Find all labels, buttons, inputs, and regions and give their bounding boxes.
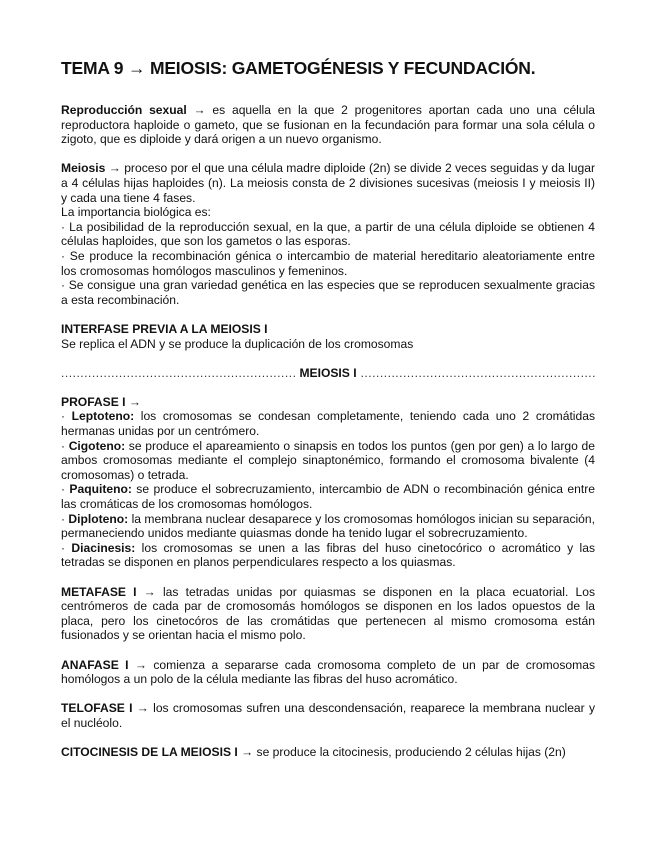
citocinesis-text: → se produce la citocinesis, produciendo 2 células hijas (2n)	[237, 745, 566, 760]
telofase-paragraph	[61, 701, 595, 730]
telofase-term: TELOFASE I	[61, 701, 133, 716]
document-page	[61, 58, 595, 760]
importance-point: · Se consigue una gran variedad genética en las especies que se reproducen sexualmente gracias a esta recombinación.	[61, 278, 595, 307]
interfase-heading-text: INTERFASE PREVIA A LA MEIOSIS I	[61, 321, 268, 336]
separator-label: MEIOSIS I	[299, 365, 357, 380]
importance-point: · Se produce la recombinación génica o intercambio de material hereditario aleatoriamente entre los cromosomas homólogos masculinos y femeninos.	[61, 248, 595, 278]
reproduction-term: Reproducción sexual	[61, 103, 187, 117]
anafase-text: → comienza a separarse cada cromosoma completo de un par de cromosomas homólogos a un polo de la célula mediante las fibras del huso acromático.	[61, 657, 595, 687]
citocinesis-term: CITOCINESIS DE LA MEIOSIS I	[61, 745, 238, 760]
profase-heading-text: PROFASE I →	[61, 394, 141, 409]
meiosis-paragraph	[61, 161, 595, 205]
profase-heading	[61, 395, 595, 410]
profase-item: · Leptoteno: los cromosomas se condesan completamente, teniendo cada uno 2 cromátidas hermanas unidas por un centrómero.	[61, 409, 595, 439]
profase-item-term: Diacinesis:	[71, 540, 136, 555]
anafase-paragraph	[61, 658, 595, 687]
profase-item-text: se produce el apareamiento o sinapsis en todos los puntos (gen por gen) a lo largo de ambos cromosomas mediante el complejo sinaptonémico, formando el cromosoma bivalente (4 cromosomas) o tetrada.	[61, 438, 595, 482]
interfase-heading	[61, 322, 595, 337]
page-title: TEMA 9 → MEIOSIS: GAMETOGÉNESIS Y FECUNDACIÓN.	[61, 58, 536, 78]
profase-item-text: la membrana nuclear desaparece y los cromosomas homólogos inician su separación, permaneciendo unidos mediante quiasmas donde ha tenido lugar el sobrecruzamiento.	[61, 511, 595, 541]
profase-item: · Paquiteno: se produce el sobrecruzamiento, intercambio de ADN o recombinación génica entre las cromáticas de los cromosomas homólogos.	[61, 482, 595, 512]
reproduction-text: → es aquella en la que 2 progenitores aportan cada uno una célula reproductora haploide o gameto, que se fusionan en la fecundación para formar una sola célula o zigoto, que es diploide y dará origen a un nuevo organismo.	[61, 103, 595, 147]
separator-dots-left	[61, 366, 295, 381]
separator-dots-right	[361, 366, 595, 381]
reproduction-paragraph	[61, 103, 595, 147]
profase-item-text: los cromosomas se condesan completamente, teniendo cada uno 2 cromátidas hermanas unidas por un centrómero.	[61, 409, 595, 439]
telofase-text: → los cromosomas sufren una descondensación, reaparece la membrana nuclear y el nucléolo.	[61, 701, 596, 730]
metafase-paragraph	[61, 585, 595, 643]
profase-item: · Diploteno: la membrana nuclear desaparece y los cromosomas homólogos inician su separación, permaneciendo unidos mediante quiasmas donde ha tenido lugar el sobrecruzamiento.	[61, 511, 595, 541]
anafase-term: ANAFASE I	[61, 657, 129, 672]
profase-item-term: Leptoteno:	[71, 409, 135, 424]
meiosis-text: → proceso por el que una célula madre diploide (2n) se divide 2 veces seguidas y da lugar a 4 células hijas haploides (n). La meiosis consta de 2 divisiones sucesivas (meiosis I y meiosis II) y cada una tiene 4 fases.	[61, 161, 595, 205]
profase-item-term: Paquiteno:	[69, 482, 132, 497]
profase-item: · Cigoteno: se produce el apareamiento o sinapsis en todos los puntos (gen por gen) a lo largo de ambos cromosomas mediante el complejo sinaptonémico, formando el cromosoma bivalente (4 cromosomas) o tetrada.	[61, 438, 595, 482]
profase-item-text: se produce el sobrecruzamiento, intercambio de ADN o recombinación génica entre las cromáticas de los cromosomas homólogos.	[61, 482, 595, 512]
importance-point: · La posibilidad de la reproducción sexual, en la que, a partir de una célula diploide se obtienen 4 células haploides, que son los gametos o las esporas.	[61, 219, 595, 249]
interfase-text: Se replica el ADN y se produce la duplicación de los cromosomas	[61, 336, 414, 351]
profase-item-text: los cromosomas se unen a las fibras del huso cinetocórico o acromático y las tetradas se disponen en planos perpendiculares respecto a los quiasmas.	[61, 540, 596, 570]
importance-heading: La importancia biológica es:	[61, 205, 211, 220]
meiosis-i-separator	[61, 366, 595, 381]
meiosis-term: Meiosis	[61, 161, 106, 176]
profase-item: · Diacinesis: los cromosomas se unen a las fibras del huso cinetocórico o acromático y las tetradas se disponen en planos perpendiculares respecto a los quiasmas.	[61, 540, 596, 570]
metafase-term: METAFASE I	[61, 584, 137, 599]
profase-item-term: Diploteno:	[68, 511, 129, 526]
profase-item-term: Cigoteno:	[68, 438, 126, 453]
citocinesis-paragraph	[61, 745, 595, 760]
metafase-text: → las tetradas unidas por quiasmas se disponen en la placa ecuatorial. Los centrómeros de cada par de cromosomás homólogos se disponen en los lados opuestos de la placa, pero los cinetocóros de las cromátidas que pertenecen al mismo cromosoma están fusionados y se orientan hacia el mismo polo.	[61, 584, 595, 643]
